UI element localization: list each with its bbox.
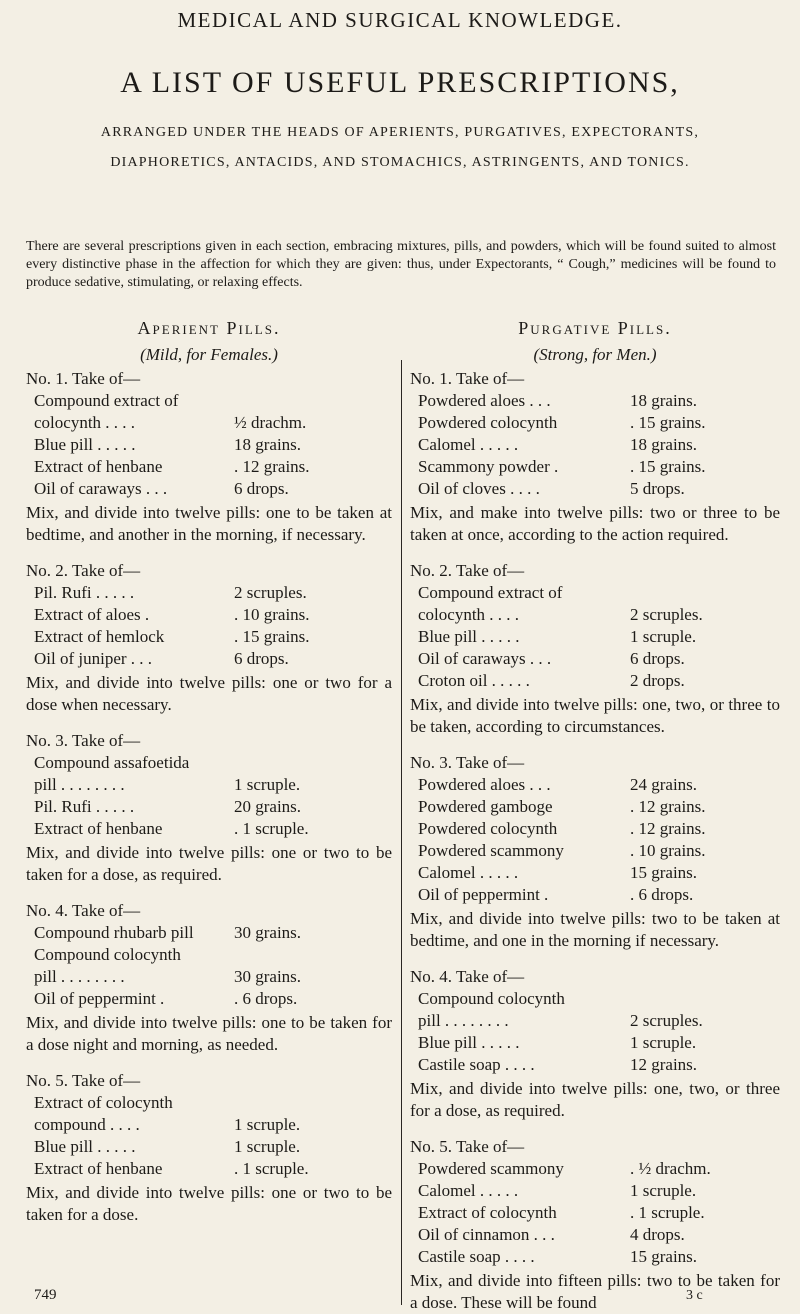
ingredient-name: Blue pill . . . . . xyxy=(418,1033,520,1052)
ingredient-amount: 2 drops. xyxy=(630,671,685,690)
ingredient-name: Powdered colocynth xyxy=(418,413,558,432)
ingredient-name: Castile soap . . . . xyxy=(418,1247,535,1266)
ingredient-name: Oil of cinnamon . . . xyxy=(418,1225,555,1244)
ingredient-row xyxy=(26,648,392,670)
ingredient-row xyxy=(410,1158,780,1180)
ingredient-amount: . ½ drachm. xyxy=(630,1159,711,1178)
ingredient-name: Compound rhubarb pill xyxy=(34,923,194,942)
ingredient-row xyxy=(410,884,780,906)
ingredient-amount: 4 drops. xyxy=(630,1225,685,1244)
ingredient-amount: 2 scruples. xyxy=(630,605,703,624)
prescription xyxy=(410,560,780,738)
column-divider xyxy=(401,360,402,1305)
intro-paragraph: There are several prescriptions given in each section, embracing mixtures, pills, and powders, which will be found suited to almost every distinctive phase in the affection for which they are given: thus, under Expectorants, “ Cough,” medicines will be found to produce sedative, stimulating, or relaxing effects. xyxy=(26,239,776,290)
directions: Mix, and divide into twelve pills: one, two, or three for a dose, as required. xyxy=(410,1079,780,1120)
ingredient-amount: 1 scruple. xyxy=(630,1033,697,1052)
ingredient-amount: 1 scruple. xyxy=(630,1181,697,1200)
ingredient-row xyxy=(26,626,392,648)
ingredient-amount: ½ drachm. xyxy=(234,413,307,432)
ingredient-row xyxy=(410,1246,780,1268)
prescription xyxy=(26,1070,392,1226)
ingredient-row xyxy=(410,1202,780,1224)
ingredient-row xyxy=(410,840,780,862)
ingredient-name: Pil. Rufi . . . . . xyxy=(34,797,135,816)
prescription xyxy=(410,752,780,952)
prescription xyxy=(26,900,392,1056)
prescription xyxy=(26,730,392,886)
ingredient-amount: 6 drops. xyxy=(630,649,685,668)
ingredient-amount: 1 scruple. xyxy=(234,775,301,794)
ingredient-row xyxy=(410,1054,780,1076)
directions: Mix, and divide into fifteen pills: two to be taken for a dose. These will be found xyxy=(410,1271,780,1312)
ingredient-row xyxy=(410,774,780,796)
ingredient-amount: 18 grains. xyxy=(630,435,698,454)
ingredient-name: Calomel . . . . . xyxy=(418,863,519,882)
ingredient-amount: 18 grains. xyxy=(630,391,698,410)
ingredient-name: colocynth . . . . xyxy=(34,413,136,432)
ingredient-row xyxy=(26,1114,392,1136)
subtitle xyxy=(20,118,780,178)
ingredient-row xyxy=(410,1180,780,1202)
ingredient-amount: 1 scruple. xyxy=(234,1137,301,1156)
ingredient-name: colocynth . . . . xyxy=(418,605,520,624)
prescription-number: No. 3. Take of— xyxy=(410,753,525,772)
ingredient-row xyxy=(26,412,392,434)
prescription-number: No. 5. Take of— xyxy=(26,1071,141,1090)
ingredient-amount: . 10 grains. xyxy=(630,841,706,860)
prescription-number: No. 3. Take of— xyxy=(26,731,141,750)
subtitle-line-1: ARRANGED UNDER THE HEADS OF APERIENTS, PURGATIVES, EXPECTORANTS, xyxy=(100,125,700,140)
directions: Mix, and divide into twelve pills: one to be taken at bedtime, and another in the morning, if necessary. xyxy=(26,503,392,544)
ingredient-name: Extract of henbane xyxy=(34,819,163,838)
ingredient-name: Extract of colocynth xyxy=(418,1203,557,1222)
ingredient-name: Blue pill . . . . . xyxy=(418,627,520,646)
directions: Mix, and divide into twelve pills: one to be taken for a dose night and morning, as needed. xyxy=(26,1013,392,1054)
prescription-number: No. 5. Take of— xyxy=(410,1137,525,1156)
ingredient-row xyxy=(26,1136,392,1158)
ingredient-name: Oil of caraways . . . xyxy=(34,479,168,498)
ingredient-row xyxy=(26,434,392,456)
ingredient-row xyxy=(410,478,780,500)
ingredient-name: Castile soap . . . . xyxy=(418,1055,535,1074)
prescription xyxy=(410,1136,780,1314)
ingredient-heading: Compound extract of xyxy=(34,391,179,410)
ingredient-row xyxy=(26,966,392,988)
ingredient-name: Powdered gamboge xyxy=(418,797,553,816)
ingredient-amount: . 6 drops. xyxy=(234,989,298,1008)
ingredient-name: Extract of hemlock xyxy=(34,627,165,646)
section-heading: Purgative Pills. xyxy=(518,318,672,338)
section-subheading: (Mild, for Females.) xyxy=(140,345,278,364)
ingredient-name: Powdered scammony xyxy=(418,1159,564,1178)
directions: Mix, and divide into twelve pills: one or two to be taken for a dose. xyxy=(26,1183,392,1224)
ingredient-row xyxy=(410,648,780,670)
ingredient-heading: Compound colocynth xyxy=(418,989,565,1008)
ingredient-amount: 15 grains. xyxy=(630,1247,698,1266)
ingredient-row xyxy=(410,1032,780,1054)
page-title: A LIST OF USEFUL PRESCRIPTIONS, xyxy=(120,66,680,99)
ingredient-row xyxy=(26,796,392,818)
ingredient-amount: . 6 drops. xyxy=(630,885,694,904)
ingredient-name: Oil of peppermint . xyxy=(418,885,549,904)
prescription xyxy=(26,368,392,546)
ingredient-row xyxy=(410,456,780,478)
ingredient-heading: Compound colocynth xyxy=(34,945,181,964)
ingredient-name: Oil of peppermint . xyxy=(34,989,165,1008)
right-column xyxy=(410,314,780,1314)
ingredient-row xyxy=(26,1158,392,1180)
ingredient-amount: 15 grains. xyxy=(630,863,698,882)
signature-mark: 3 c xyxy=(686,1288,703,1303)
ingredient-amount: 5 drops. xyxy=(630,479,685,498)
ingredient-name: Pil. Rufi . . . . . xyxy=(34,583,135,602)
directions: Mix, and divide into twelve pills: one, two, or three to be taken, according to circumstances. xyxy=(410,695,780,736)
ingredient-name: Calomel . . . . . xyxy=(418,1181,519,1200)
ingredient-name: Extract of henbane xyxy=(34,457,163,476)
section-heading: Aperient Pills. xyxy=(137,318,281,338)
ingredient-amount: 30 grains. xyxy=(234,923,302,942)
ingredient-amount: 12 grains. xyxy=(630,1055,698,1074)
ingredient-name: Powdered scammony xyxy=(418,841,564,860)
directions: Mix, and divide into twelve pills: two to be taken at bedtime, and one in the morning if necessary. xyxy=(410,909,780,950)
prescription-number: No. 2. Take of— xyxy=(410,561,525,580)
ingredient-row xyxy=(26,774,392,796)
ingredient-row xyxy=(410,670,780,692)
ingredient-name: Extract of henbane xyxy=(34,1159,163,1178)
ingredient-row xyxy=(26,478,392,500)
ingredient-amount: 20 grains. xyxy=(234,797,302,816)
ingredient-row xyxy=(410,626,780,648)
ingredient-name: pill . . . . . . . . xyxy=(34,775,125,794)
prescription xyxy=(410,368,780,546)
ingredient-amount: . 10 grains. xyxy=(234,605,310,624)
page-number: 749 xyxy=(34,1287,57,1303)
ingredient-row xyxy=(410,412,780,434)
ingredient-amount: 2 scruples. xyxy=(630,1011,703,1030)
ingredient-heading: Compound assafoetida xyxy=(34,753,190,772)
prescription-number: No. 4. Take of— xyxy=(410,967,525,986)
ingredient-name: Oil of juniper . . . xyxy=(34,649,153,668)
ingredient-name: pill . . . . . . . . xyxy=(34,967,125,986)
ingredient-row xyxy=(26,988,392,1010)
ingredient-amount: . 12 grains. xyxy=(630,819,706,838)
ingredient-row xyxy=(26,582,392,604)
ingredient-name: Powdered aloes . . . xyxy=(418,391,551,410)
ingredient-row xyxy=(26,818,392,840)
ingredient-amount: 2 scruples. xyxy=(234,583,307,602)
ingredient-amount: 6 drops. xyxy=(234,649,289,668)
left-column xyxy=(26,314,392,1226)
running-head: MEDICAL AND SURGICAL KNOWLEDGE. xyxy=(177,8,623,32)
ingredient-heading: Extract of colocynth xyxy=(34,1093,173,1112)
ingredient-name: Blue pill . . . . . xyxy=(34,1137,136,1156)
ingredient-row xyxy=(410,434,780,456)
ingredient-amount: 1 scruple. xyxy=(234,1115,301,1134)
ingredient-name: Oil of caraways . . . xyxy=(418,649,552,668)
ingredient-amount: . 15 grains. xyxy=(234,627,310,646)
ingredient-row xyxy=(410,1224,780,1246)
ingredient-amount: . 12 grains. xyxy=(234,457,310,476)
ingredient-row xyxy=(410,862,780,884)
ingredient-heading: Compound extract of xyxy=(418,583,563,602)
ingredient-name: Scammony powder . xyxy=(418,457,559,476)
ingredient-row xyxy=(26,922,392,944)
ingredient-name: pill . . . . . . . . xyxy=(418,1011,509,1030)
ingredient-amount: . 1 scruple. xyxy=(234,1159,309,1178)
ingredient-row xyxy=(410,796,780,818)
ingredient-amount: . 15 grains. xyxy=(630,413,706,432)
ingredient-name: compound . . . . xyxy=(34,1115,140,1134)
ingredient-row xyxy=(410,1010,780,1032)
ingredient-row xyxy=(410,604,780,626)
ingredient-amount: 30 grains. xyxy=(234,967,302,986)
prescription-number: No. 1. Take of— xyxy=(26,369,141,388)
ingredient-amount: . 12 grains. xyxy=(630,797,706,816)
ingredient-amount: 24 grains. xyxy=(630,775,698,794)
ingredient-name: Extract of aloes . xyxy=(34,605,150,624)
ingredient-name: Oil of cloves . . . . xyxy=(418,479,540,498)
ingredient-amount: 1 scruple. xyxy=(630,627,697,646)
ingredient-row xyxy=(410,818,780,840)
ingredient-name: Powdered aloes . . . xyxy=(418,775,551,794)
prescription-number: No. 2. Take of— xyxy=(26,561,141,580)
ingredient-name: Blue pill . . . . . xyxy=(34,435,136,454)
section-subheading: (Strong, for Men.) xyxy=(533,345,657,364)
prescription xyxy=(26,560,392,716)
ingredient-amount: . 1 scruple. xyxy=(234,819,309,838)
ingredient-row xyxy=(410,390,780,412)
subtitle-line-2: DIAPHORETICS, ANTACIDS, AND STOMACHICS, ASTRINGENTS, AND TONICS. xyxy=(110,155,690,170)
directions: Mix, and divide into twelve pills: one or two to be taken for a dose, as required. xyxy=(26,843,392,884)
directions: Mix, and divide into twelve pills: one or two for a dose when necessary. xyxy=(26,673,392,714)
prescription-number: No. 1. Take of— xyxy=(410,369,525,388)
ingredient-row xyxy=(26,456,392,478)
ingredient-name: Powdered colocynth xyxy=(418,819,558,838)
prescription-number: No. 4. Take of— xyxy=(26,901,141,920)
ingredient-amount: 18 grains. xyxy=(234,435,302,454)
directions: Mix, and make into twelve pills: two or three to be taken at once, according to the action required. xyxy=(410,503,780,544)
ingredient-amount: . 15 grains. xyxy=(630,457,706,476)
ingredient-row xyxy=(26,604,392,626)
ingredient-name: Croton oil . . . . . xyxy=(418,671,530,690)
prescription xyxy=(410,966,780,1122)
ingredient-amount: . 1 scruple. xyxy=(630,1203,705,1222)
ingredient-name: Calomel . . . . . xyxy=(418,435,519,454)
ingredient-amount: 6 drops. xyxy=(234,479,289,498)
